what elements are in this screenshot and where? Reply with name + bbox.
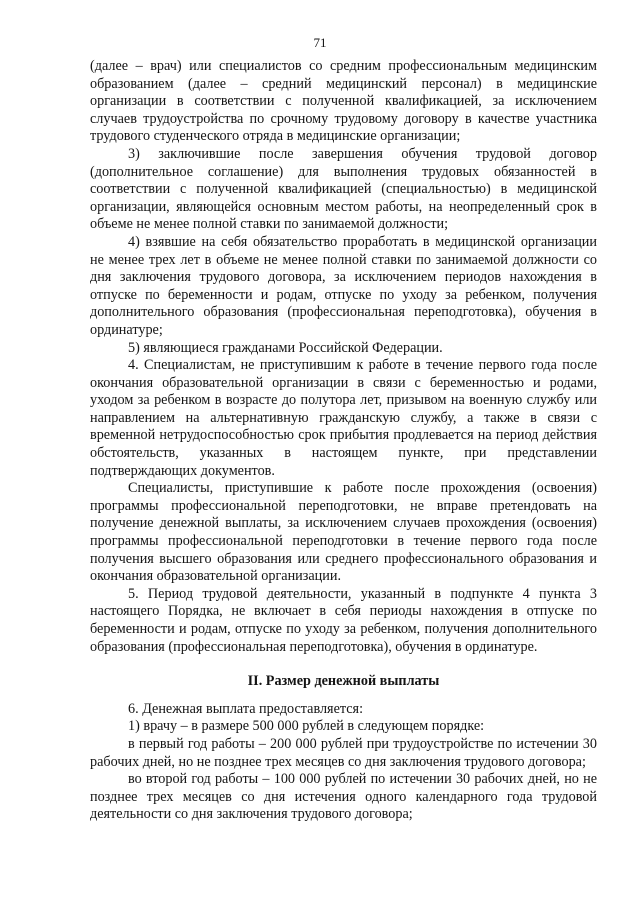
paragraph-clause-6: 6. Денежная выплата предоставляется: xyxy=(128,700,364,717)
paragraph-item-5: 5) являющиеся гражданами Российской Федерации. xyxy=(128,339,443,356)
paragraph-continuation: (далее – врач) или специалистов со средним профессиональным медицинским образованием (далее – средний медицинский персонал) в медицинские организации в соответствии с полученной квалификацией, за исключением случаев трудоустройства по срочному трудовому договору в качестве участника трудового студенческого отряда в медицинские организации; xyxy=(90,58,597,145)
paragraph-item-3: 3) заключившие после завершения обучения трудовой договор (дополнительное соглашение) для выполнения трудовых обязанностей в соответствии с полученной квалификацией (специальностью) в медицинской организации, являющейся основным местом работы, на неопределенный срок в объеме не менее полной ставки по занимаемой должности; xyxy=(90,145,597,233)
page-number: 71 xyxy=(313,35,327,50)
paragraph-clause-5: 5. Период трудовой деятельности, указанный в подпункте 4 пункта 3 настоящего Порядка, не включает в себя периоды нахождения в отпуске по беременности и родам, отпуске по уходу за ребенком, получения дополнительного образования (профессиональная переподготовка), обучения в ординатуре. xyxy=(90,585,597,655)
paragraph-item-4: 4) взявшие на себя обязательство проработать в медицинской организации не менее трех лет в объеме не менее полной ставки по занимаемой должности со дня заключения трудового договора, за исключением периодов нахождения в отпуске по беременности и родам, отпуске по уходу за ребенком, получения дополнительного образования (профессиональная переподготовка), обучения в ординатуре; xyxy=(90,233,597,338)
document-body xyxy=(90,58,597,824)
paragraph-second-year: во второй год работы – 100 000 рублей по истечении 30 рабочих дней, но не позднее трех месяцев со дня истечения одного календарного года трудовой деятельности со дня заключения трудового договора; xyxy=(90,771,597,823)
paragraph-specialists: Специалисты, приступившие к работе после прохождения (освоения) программы профессиональной переподготовки, не вправе претендовать на получение денежной выплаты, за исключением случаев прохождения (освоения) программы профессиональной переподготовки в течение первого года после получения высшего образования или среднего профессионального образования и окончания образовательной организации. xyxy=(90,480,597,585)
paragraph-clause-4: 4. Специалистам, не приступившим к работе в течение первого года после окончания образовательной организации в связи с беременностью и родами, уходом за ребенком в возрасте до полутора лет, призывом на военную службу или направлением на альтернативную гражданскую службу, а также в связи с временной нетрудоспособностью срок прибытия продлевается на период действия обстоятельств, указанных в настоящем пункте, при представлении подтверждающих документов. xyxy=(90,357,597,479)
paragraph-doctor-amount: 1) врачу – в размере 500 000 рублей в следующем порядке: xyxy=(128,718,485,735)
paragraph-first-year: в первый год работы – 200 000 рублей при трудоустройстве по истечении 30 рабочих дней, но не позднее трех месяцев со дня заключения трудового договора; xyxy=(90,735,597,770)
section-heading: II. Размер денежной выплаты xyxy=(247,673,440,690)
